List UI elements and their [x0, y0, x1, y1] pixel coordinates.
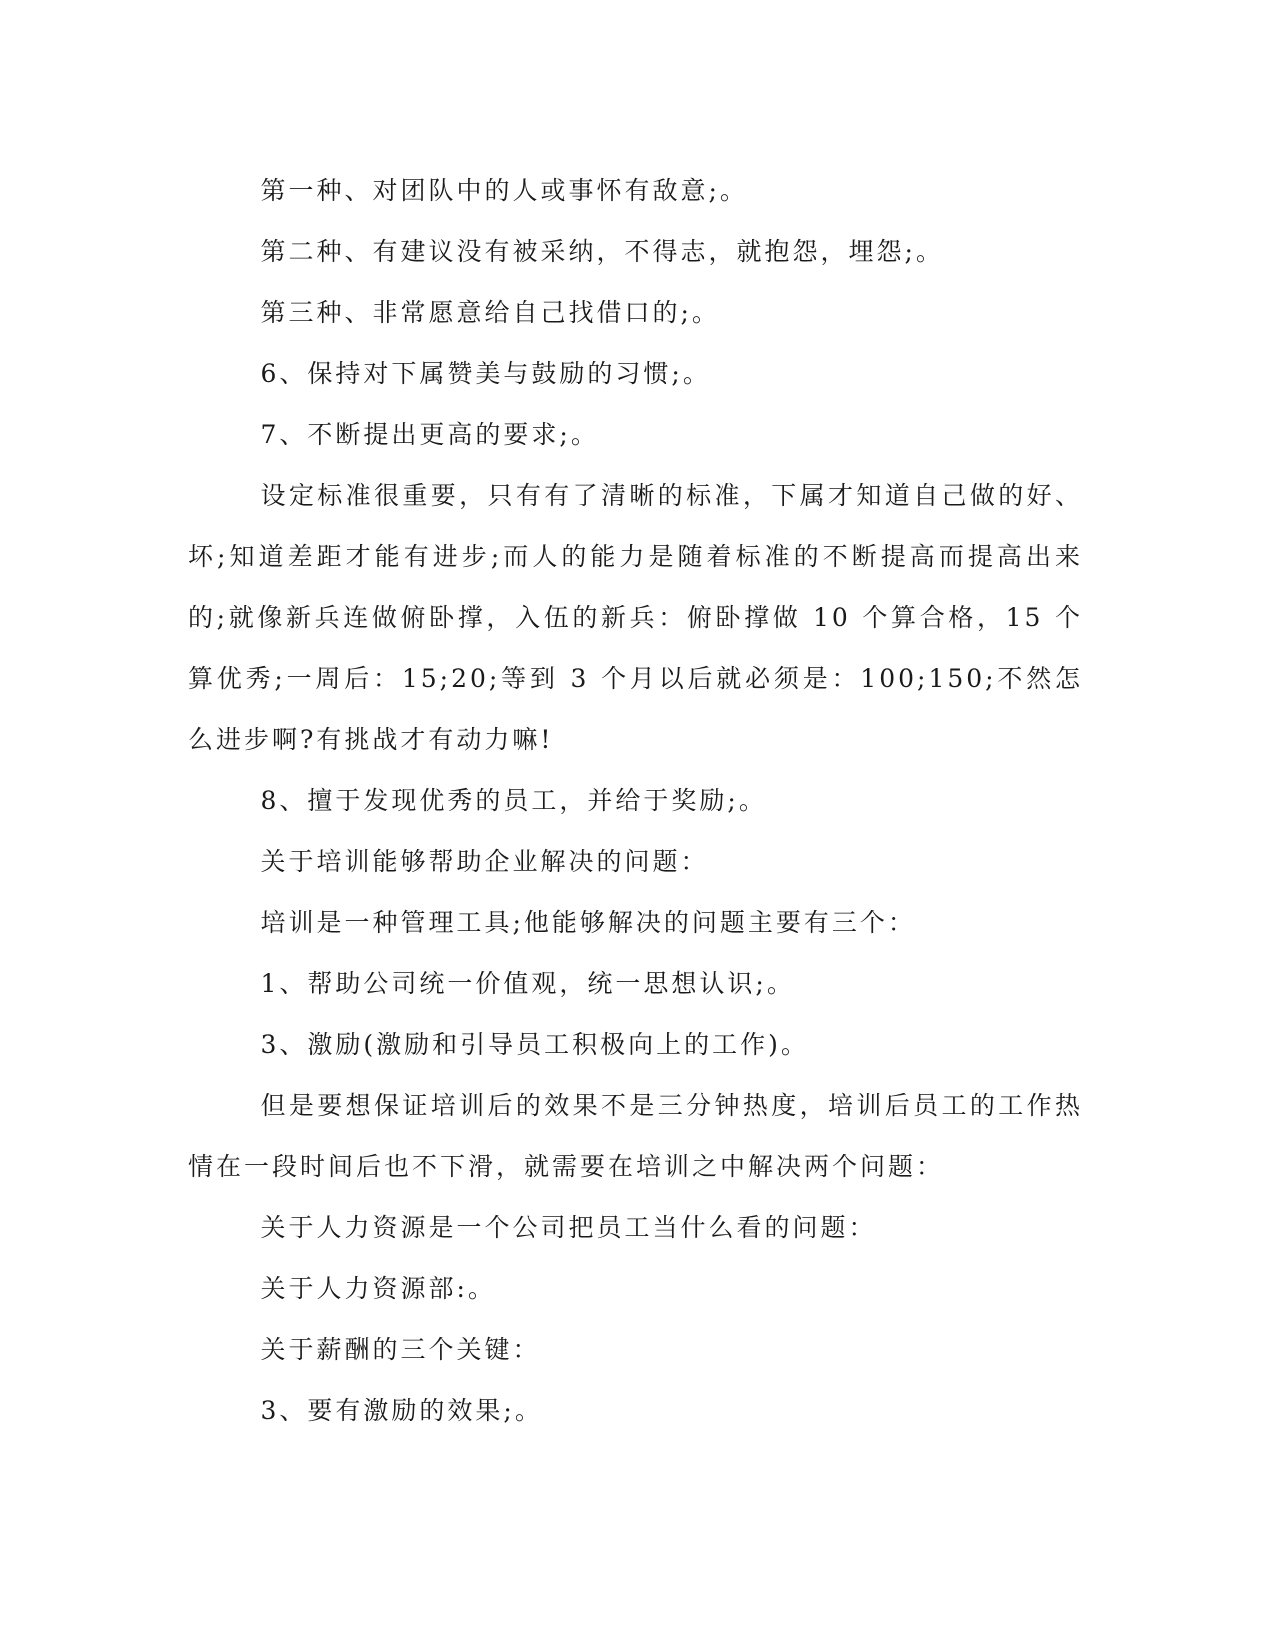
paragraph-16: 3、要有激励的效果;。	[260, 1396, 543, 1425]
paragraph-15: 关于薪酬的三个关键：	[260, 1335, 541, 1364]
paragraph-8: 关于培训能够帮助企业解决的问题：	[260, 847, 709, 876]
paragraph-2: 第二种、有建议没有被采纳，不得志，就抱怨，埋怨;。	[260, 237, 944, 266]
paragraph-3: 第三种、非常愿意给自己找借口的;。	[260, 298, 720, 327]
paragraph-6: 设定标准很重要，只有有了清晰的标准，下属才知道自己做的好、坏;知道差距才能有进步;而人的能力是随着标准的不断提高而提高出来的;就像新兵连做俯卧撑，入伍的新兵：俯卧撑做 10 个算合格，15 个算优秀;一周后：15;20;等到 3 个月以后就必须是：100;150;不然怎么进步啊?有挑战才有动力嘛!	[188, 481, 1083, 754]
paragraph-12: 但是要想保证培训后的效果不是三分钟热度，培训后员工的工作热情在一段时间后也不下滑，就需要在培训之中解决两个问题：	[188, 1091, 1083, 1181]
document-body	[188, 160, 1083, 1441]
paragraph-5: 7、不断提出更高的要求;。	[260, 420, 599, 449]
paragraph-9: 培训是一种管理工具;他能够解决的问题主要有三个：	[260, 908, 916, 937]
paragraph-4: 6、保持对下属赞美与鼓励的习惯;。	[260, 359, 711, 388]
paragraph-7: 8、擅于发现优秀的员工，并给于奖励;。	[260, 786, 767, 815]
paragraph-10: 1、帮助公司统一价值观，统一思想认识;。	[260, 969, 795, 998]
paragraph-11: 3、激励(激励和引导员工积极向上的工作)。	[260, 1030, 809, 1059]
paragraph-13: 关于人力资源是一个公司把员工当什么看的问题：	[260, 1213, 877, 1242]
paragraph-14: 关于人力资源部:。	[260, 1274, 496, 1303]
paragraph-1: 第一种、对团队中的人或事怀有敌意;。	[260, 176, 748, 205]
